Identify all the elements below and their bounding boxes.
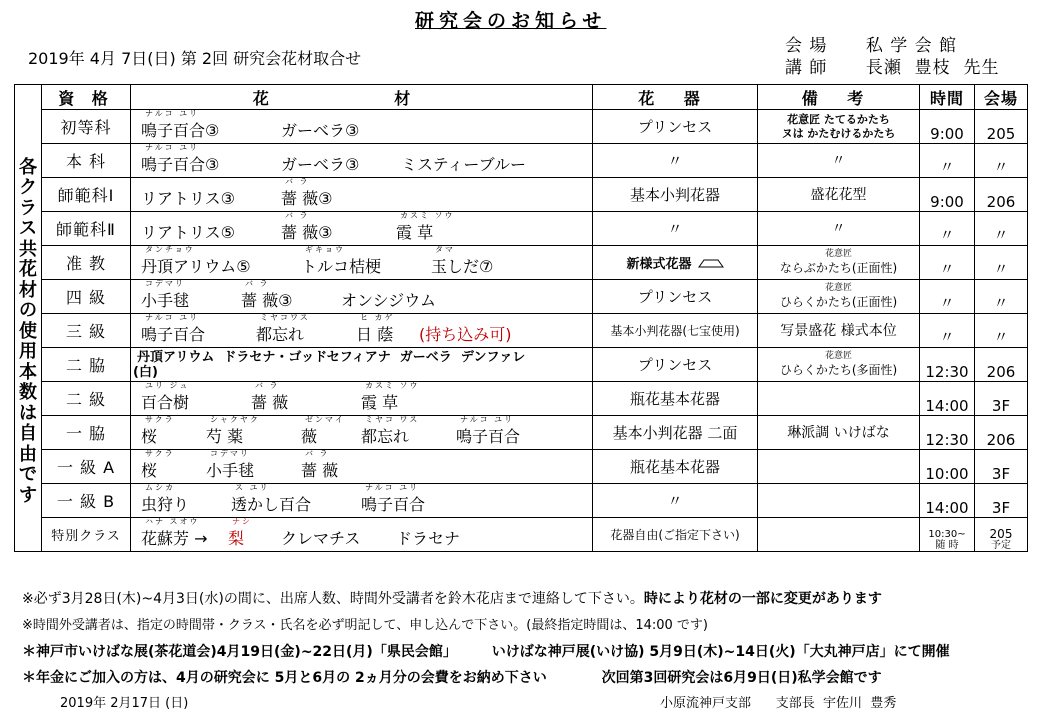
note-line: 写景盛花 様式本位 xyxy=(780,322,897,339)
flower-reading: ムシカ xyxy=(145,483,175,492)
vase-text: 基本小判花器(七宝使用) xyxy=(610,324,740,338)
note-cell xyxy=(758,144,920,178)
table-row xyxy=(15,178,1028,212)
side-label-char: 用 xyxy=(19,341,37,362)
flower-reading: ゼンマイ xyxy=(305,415,345,424)
note-line: ひらくかたち(正面性) xyxy=(779,295,898,309)
flower-name: トルコ桔梗 xyxy=(301,257,382,276)
note-line: 盛花花型 xyxy=(810,186,867,203)
flower-item xyxy=(141,313,206,345)
flower-reading: サクラ xyxy=(145,415,175,424)
class-cell: 四 級 xyxy=(42,280,131,314)
table-row xyxy=(15,110,1028,144)
time-cell: 〃 xyxy=(920,246,975,280)
side-label-char: 自 xyxy=(19,423,37,444)
flower-list-bold: 丹頂アリウム ドラセナ・ゴッドセフィアナ ガーベラ デンファレ xyxy=(137,350,526,365)
note-line: 琳派調 いけばな xyxy=(787,424,890,441)
flower-item xyxy=(361,483,426,515)
notice-line-3 xyxy=(22,641,950,661)
flower-name: クレマチス xyxy=(281,529,361,548)
table-row xyxy=(15,450,1028,484)
flower-item xyxy=(396,526,460,549)
flower-item xyxy=(431,245,494,277)
materials-cell xyxy=(131,382,593,416)
note-line: ヌは かたむけるかたち xyxy=(781,126,896,140)
flower-item xyxy=(419,322,512,345)
side-label-char: 花 xyxy=(19,259,37,280)
materials-cell xyxy=(131,314,593,348)
flower-reading: ミヤコ ワス xyxy=(365,415,420,424)
note-line: 花意匠 たてるかたち xyxy=(787,112,890,126)
time-cell: 〃 xyxy=(920,212,975,246)
flower-item xyxy=(401,152,526,175)
room-cell: 〃 xyxy=(975,246,1028,280)
flower-item xyxy=(241,279,293,311)
materials-cell xyxy=(131,110,593,144)
flower-item xyxy=(396,211,455,243)
side-label-char: の xyxy=(19,300,37,321)
flower-name: 鳴子百合 xyxy=(361,495,426,514)
flower-reading: バ ラ xyxy=(285,177,310,186)
time-cell: 9:00 xyxy=(920,110,975,144)
note-line: 〃 xyxy=(831,220,846,237)
class-cell: 一 級 B xyxy=(42,484,131,518)
class-cell: 准 教 xyxy=(42,246,131,280)
flower-item xyxy=(231,483,312,515)
vase-text: プリンセス xyxy=(637,118,713,136)
side-label-char: ク xyxy=(19,177,37,198)
vase-text: 〃 xyxy=(667,220,683,238)
room-cell: 3F xyxy=(975,484,1028,518)
vase-cell xyxy=(593,212,758,246)
flower-reading: ヒ カゲ xyxy=(360,313,395,322)
notice-3-exhibition-2: いけばな神戸展(いけ協) 5月9日(木)~14日(火)「大丸神戸店」にて開催 xyxy=(491,644,950,660)
note-line: 〃 xyxy=(831,152,846,169)
notice-3-exhibition-1: ＊神戸市いけばな展(茶花道会)4月19日(金)~22日(月)「県民会館」 xyxy=(22,644,457,660)
time-cell: 〃 xyxy=(920,144,975,178)
room-cell: 206 xyxy=(975,178,1028,212)
flower-reading: コデマリ xyxy=(210,449,250,458)
flower-item xyxy=(141,517,208,549)
note-label: 花意匠 xyxy=(824,351,852,361)
flower-name: 百合樹 xyxy=(141,393,190,412)
room-cell: 〃 xyxy=(975,280,1028,314)
flower-name: 薔 薇 xyxy=(251,393,289,412)
flower-reading: ナルコ ユリ xyxy=(145,313,200,322)
materials-cell xyxy=(131,518,593,552)
flower-name: 都忘れ xyxy=(361,427,410,446)
vase-cell xyxy=(593,416,758,450)
room-cell: 205 xyxy=(975,110,1028,144)
room-line: 予定 xyxy=(991,540,1011,551)
notice-line-1 xyxy=(22,588,882,608)
room-cell: 3F xyxy=(975,382,1028,416)
flower-item xyxy=(141,483,190,515)
page-title: 研究会のお知らせ xyxy=(415,10,607,32)
flower-name: 小手毬 xyxy=(141,291,190,310)
flower-reading: ハナ スオウ xyxy=(145,517,200,526)
room-cell: 〃 xyxy=(975,144,1028,178)
flower-list-bold-cont: (白) xyxy=(133,365,158,380)
flower-name: ガーベラ③ xyxy=(281,121,360,140)
flower-reading: ナルコ ユリ xyxy=(145,143,200,152)
flower-reading: ギキョウ xyxy=(305,245,345,254)
vase-cell xyxy=(593,246,758,280)
class-cell: 一 級 A xyxy=(42,450,131,484)
col-header-notes: 備 考 xyxy=(758,85,920,110)
flower-name: 桜 xyxy=(141,461,158,480)
flower-name: 小手毬 xyxy=(206,461,255,480)
flower-name: リアトリス⑤ xyxy=(141,223,236,242)
room-cell: 206 xyxy=(975,416,1028,450)
note-label: 花意匠 xyxy=(824,249,852,259)
note-cell xyxy=(758,212,920,246)
note-cell xyxy=(758,484,920,518)
table-row xyxy=(15,246,1028,280)
table-row xyxy=(15,212,1028,246)
time-cell: 14:00 xyxy=(920,484,975,518)
vase-cell xyxy=(593,110,758,144)
side-label-char: 各 xyxy=(19,156,37,178)
flower-item xyxy=(141,381,190,413)
time-line: 10:30~ xyxy=(928,529,966,540)
note-cell xyxy=(758,314,920,348)
flower-reading: ス ユリ xyxy=(235,483,270,492)
table-row xyxy=(15,144,1028,178)
note-cell xyxy=(758,382,920,416)
materials-cell xyxy=(131,484,593,518)
flower-reading: サクラ xyxy=(145,449,175,458)
flower-name: 薔 薇③ xyxy=(281,223,333,242)
flower-reading: ナルコ ユリ xyxy=(145,109,200,118)
side-label-char: ス xyxy=(19,218,37,239)
flower-name: 桜 xyxy=(141,427,158,446)
class-cell: 特別クラス xyxy=(42,518,131,552)
table-row xyxy=(15,416,1028,450)
col-header-time: 時間 xyxy=(920,85,975,110)
col-header-materials: 花 材 xyxy=(131,85,593,110)
flower-name: 丹頂アリウム⑤ xyxy=(141,257,251,276)
table-row xyxy=(15,314,1028,348)
venue-info xyxy=(785,35,999,79)
flower-name: 虫狩り xyxy=(141,495,190,514)
materials-cell xyxy=(131,246,593,280)
flower-name: 霞 草 xyxy=(396,223,434,242)
materials-cell xyxy=(131,280,593,314)
time-cell: 14:00 xyxy=(920,382,975,416)
time-cell: 〃 xyxy=(920,314,975,348)
flower-name: 薇 xyxy=(301,427,318,446)
flower-item xyxy=(341,288,436,311)
time-line: 随 時 xyxy=(935,540,959,551)
note-line: ひらくかたち(多面性) xyxy=(779,363,898,377)
flower-reading: ミヤコワス xyxy=(260,313,310,322)
trapezoid-vase-icon xyxy=(698,259,724,268)
flower-name: 鳴子百合③ xyxy=(141,121,220,140)
notice-4-fees: ＊年金にご加入の方は、4月の研究会に 5月と6月の 2ヵ月分の会費をお納め下さい xyxy=(22,670,547,686)
room-cell: 〃 xyxy=(975,212,1028,246)
col-header-qualification: 資 格 xyxy=(42,85,131,110)
flower-reading: ナシ xyxy=(232,517,252,526)
flower-item xyxy=(228,517,252,549)
vase-cell xyxy=(593,450,758,484)
class-cell: 三 級 xyxy=(42,314,131,348)
flower-item xyxy=(301,245,382,277)
note-cell xyxy=(758,518,920,552)
note-cell xyxy=(758,280,920,314)
flower-name: ミスティーブルー xyxy=(401,155,526,174)
flower-reading: カスミ ソウ xyxy=(365,381,420,390)
time-cell: 12:30 xyxy=(920,416,975,450)
corner-cell xyxy=(15,85,42,110)
vase-text: プリンセス xyxy=(637,356,713,374)
flower-item xyxy=(361,415,420,447)
flower-name: 霞 草 xyxy=(361,393,399,412)
issue-date: 2019年 2月17日 (日) xyxy=(60,696,189,711)
flower-item xyxy=(141,109,220,141)
class-cell: 初等科 xyxy=(42,110,131,144)
flower-reading: ナルコ ユリ xyxy=(365,483,420,492)
vase-text: 新様式花器 xyxy=(626,257,692,272)
table-row xyxy=(15,348,1028,382)
flower-name: 日 蔭 xyxy=(356,325,394,344)
side-label-char: 材 xyxy=(19,279,37,301)
flower-item xyxy=(356,313,395,345)
instructor-line: 講 師 長瀬 豊枝 先生 xyxy=(785,58,1000,78)
flower-reading: カスミ ソウ xyxy=(400,211,455,220)
flower-name: リアトリス③ xyxy=(141,189,236,208)
materials-cell xyxy=(131,416,593,450)
table-header-row xyxy=(15,85,1028,110)
class-cell: 師範科Ⅱ xyxy=(42,212,131,246)
flower-item xyxy=(141,245,251,277)
class-cell: 二 脇 xyxy=(42,348,131,382)
time-cell: 〃 xyxy=(920,280,975,314)
vase-text: 瓶花基本花器 xyxy=(629,458,720,476)
time-cell: 9:00 xyxy=(920,178,975,212)
flower-name: 透かし百合 xyxy=(231,495,312,514)
flower-item xyxy=(141,449,175,481)
vase-text: プリンセス xyxy=(637,288,713,306)
class-cell: 一 脇 xyxy=(42,416,131,450)
side-label-char: 数 xyxy=(19,382,37,403)
flower-name: 玉しだ⑦ xyxy=(431,257,494,276)
note-cell xyxy=(758,348,920,382)
vase-cell xyxy=(593,484,758,518)
flower-item xyxy=(281,118,359,141)
vase-cell xyxy=(593,178,758,212)
note-cell xyxy=(758,246,920,280)
table-row xyxy=(15,382,1028,416)
materials-cell xyxy=(131,144,593,178)
flower-item xyxy=(141,220,235,243)
session-subtitle: 2019年 4月 7日(日) 第 2回 研究会花材取合せ xyxy=(28,49,362,68)
flower-item xyxy=(206,449,255,481)
note-cell xyxy=(758,110,920,144)
vase-text: 〃 xyxy=(667,492,683,510)
note-label: 花意匠 xyxy=(824,283,852,293)
notice-line-4 xyxy=(22,667,882,687)
flower-item xyxy=(141,186,235,209)
note-cell xyxy=(758,178,920,212)
flower-name: 薔 薇③ xyxy=(241,291,293,310)
flower-item xyxy=(141,415,175,447)
side-label-char: ラ xyxy=(19,197,37,219)
side-label-char: は xyxy=(19,402,37,424)
flower-name: 芍 薬 xyxy=(206,427,244,446)
note-cell xyxy=(758,416,920,450)
side-label-char: 共 xyxy=(19,238,37,260)
flower-name: 花蘇芳 → xyxy=(141,529,208,548)
venue-line: 会 場 私 学 会 館 xyxy=(785,36,958,56)
flower-reading: ナルコ ユリ xyxy=(460,415,515,424)
flower-item xyxy=(281,152,359,175)
notice-line-2: ※時間外受講者は、指定の時間帯・クラス・氏名を必ず明記して、申し込んで下さい。(最終指定時間は、14:00 です) xyxy=(22,618,708,633)
signature: 小原流神戸支部 支部長 宇佐川 豊秀 xyxy=(660,696,897,711)
materials-cell xyxy=(131,178,593,212)
time-cell xyxy=(920,518,975,552)
flower-reading: バ ラ xyxy=(285,211,310,220)
side-label-char: で xyxy=(19,464,37,485)
room-cell: 3F xyxy=(975,450,1028,484)
flower-reading: ユリ ジュ xyxy=(145,381,190,390)
room-line: 205 xyxy=(989,527,1013,541)
flower-name: オンシジウム xyxy=(341,291,437,310)
flower-reading: タマ xyxy=(435,245,455,254)
flower-reading: タンチョウ xyxy=(145,245,195,254)
col-header-room: 会場 xyxy=(975,85,1028,110)
time-cell: 10:00 xyxy=(920,450,975,484)
flower-item xyxy=(206,415,260,447)
flower-item xyxy=(141,143,220,175)
vase-cell xyxy=(593,348,758,382)
side-label-char: す xyxy=(19,484,37,506)
flower-item xyxy=(281,211,333,243)
note-line: ならぶかたち(正面性) xyxy=(779,261,898,275)
flower-item xyxy=(301,415,345,447)
notice-1-text: ※必ず3月28日(木)~4月3日(水)の間に、出席人数、時間外受講者を鈴木花店まで連絡して下さい。 xyxy=(22,591,644,607)
flower-item xyxy=(281,177,333,209)
vase-text: 瓶花基本花器 xyxy=(629,390,720,408)
flower-name: 鳴子百合③ xyxy=(141,155,220,174)
flower-item xyxy=(281,526,360,549)
room-cell: 206 xyxy=(975,348,1028,382)
table-row xyxy=(15,518,1028,552)
vase-cell xyxy=(593,280,758,314)
side-label xyxy=(15,110,42,552)
flower-name: 都忘れ xyxy=(256,325,305,344)
room-cell xyxy=(975,518,1028,552)
flower-reading: バ ラ xyxy=(255,381,280,390)
flower-item xyxy=(361,381,420,413)
side-label-char: 由 xyxy=(19,443,37,465)
flower-name: ガーベラ③ xyxy=(281,155,360,174)
flower-item xyxy=(141,279,190,311)
class-cell: 師範科Ⅰ xyxy=(42,178,131,212)
room-cell: 〃 xyxy=(975,314,1028,348)
col-header-vase: 花 器 xyxy=(593,85,758,110)
materials-cell xyxy=(131,212,593,246)
flower-item xyxy=(301,449,339,481)
flower-name: 薔 薇 xyxy=(301,461,339,480)
flower-name: 薔 薇③ xyxy=(281,189,333,208)
notice-1-emphasis: 時により花材の一部に変更があります xyxy=(643,591,882,607)
flower-reading: コデマリ xyxy=(145,279,185,288)
table-row xyxy=(15,280,1028,314)
note-cell xyxy=(758,450,920,484)
vase-text: 基本小判花器 二面 xyxy=(612,424,738,442)
flower-name: 鳴子百合 xyxy=(141,325,206,344)
time-cell: 12:30 xyxy=(920,348,975,382)
materials-table xyxy=(14,84,1028,552)
vase-text: 〃 xyxy=(667,152,683,170)
flower-item xyxy=(456,415,521,447)
table-row xyxy=(15,484,1028,518)
vase-cell xyxy=(593,518,758,552)
flower-reading: バ ラ xyxy=(245,279,270,288)
side-label-char: 使 xyxy=(19,320,37,342)
notice-4-next-session: 次回第3回研究会は6月9日(日)私学会館です xyxy=(601,670,882,686)
vase-text: 花器自由(ご指定下さい) xyxy=(610,528,740,542)
flower-name: (持ち込み可) xyxy=(419,325,512,344)
flower-item xyxy=(256,313,310,345)
flower-reading: バ ラ xyxy=(305,449,330,458)
materials-cell xyxy=(131,348,593,382)
vase-cell xyxy=(593,144,758,178)
flower-reading: シャクヤク xyxy=(210,415,260,424)
flower-item xyxy=(251,381,289,413)
class-cell: 本 科 xyxy=(42,144,131,178)
vase-cell xyxy=(593,382,758,416)
vase-text: 基本小判花器 xyxy=(629,186,720,204)
side-label-char: 本 xyxy=(19,361,37,383)
vase-cell xyxy=(593,314,758,348)
flower-name: 梨 xyxy=(228,529,245,548)
flower-name: 鳴子百合 xyxy=(456,427,521,446)
flower-name: ドラセナ xyxy=(396,529,461,548)
class-cell: 二 級 xyxy=(42,382,131,416)
materials-cell xyxy=(131,450,593,484)
